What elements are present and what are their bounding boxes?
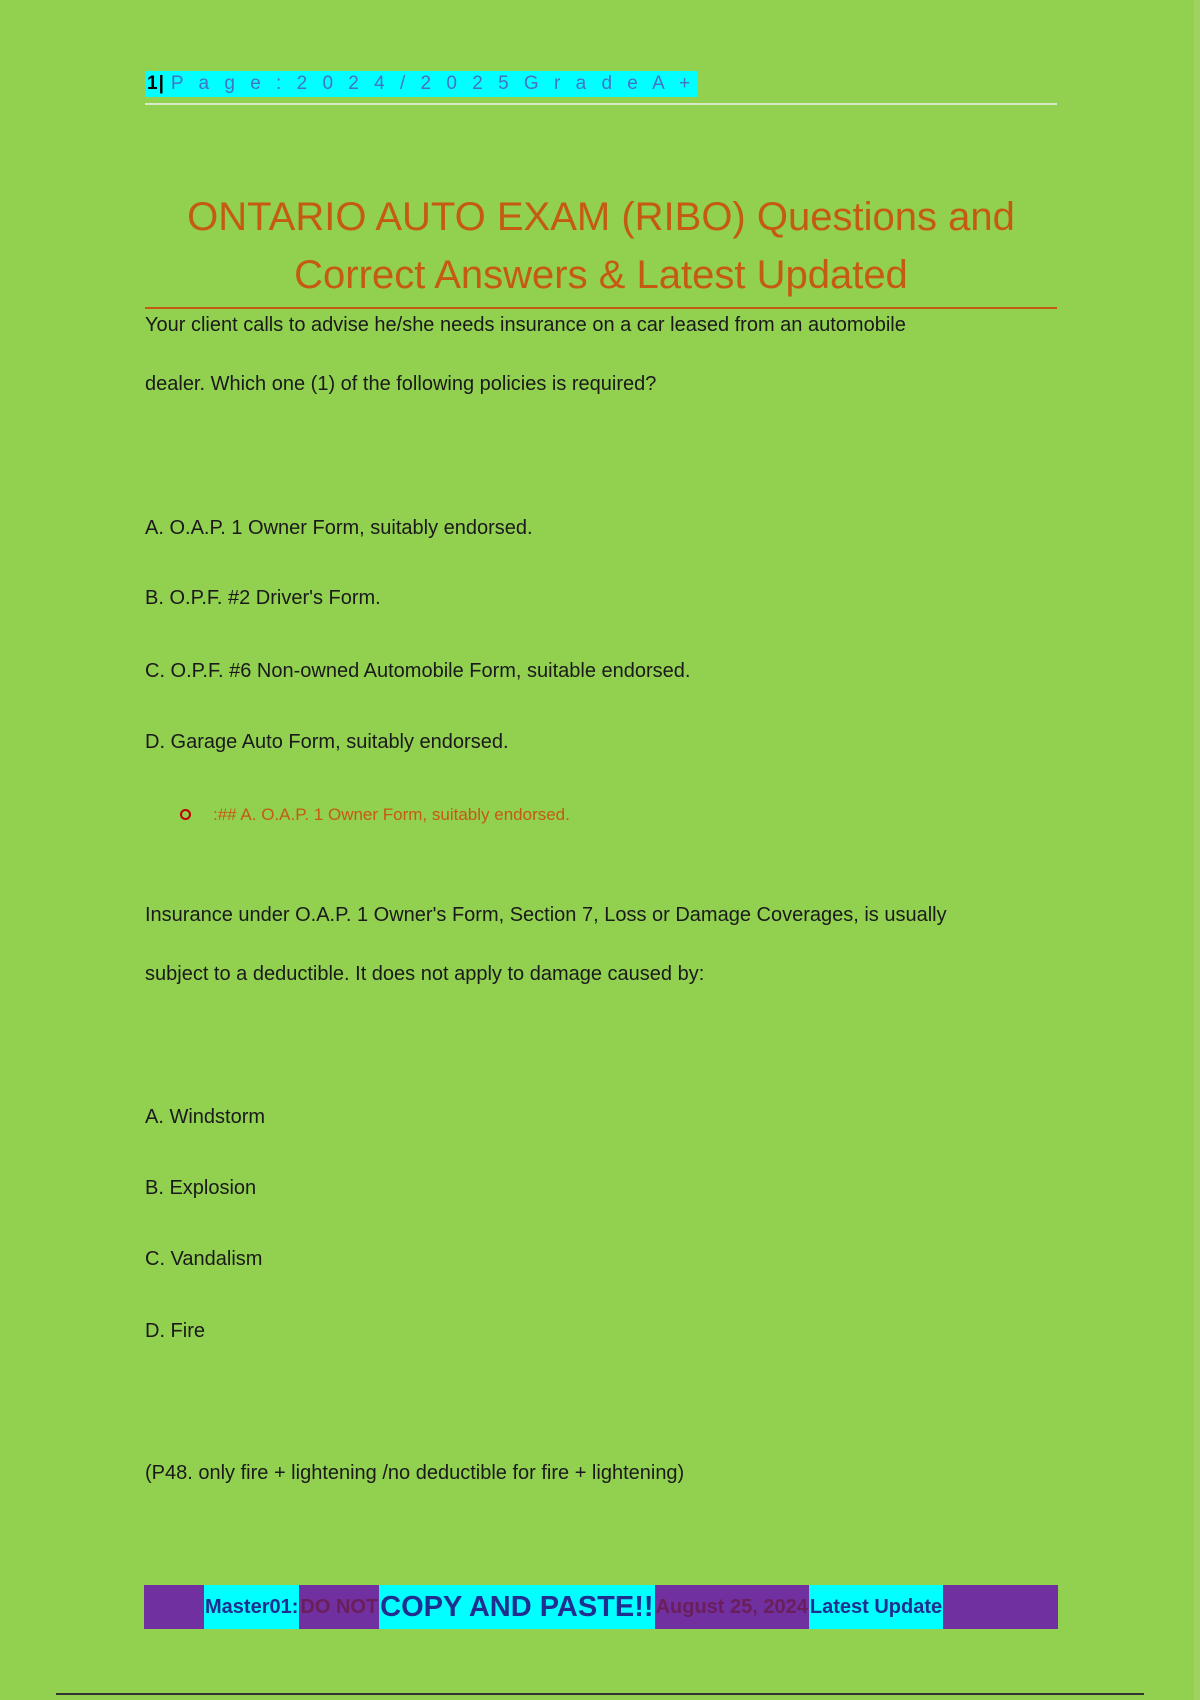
question-2-option-d: D. Fire <box>145 1320 205 1342</box>
footer-copy-warning: COPY AND PASTE!! <box>379 1585 654 1629</box>
question-2-note: (P48. only fire + lightening /no deductible for fire + lightening) <box>145 1462 685 1484</box>
document-title <box>145 188 1057 304</box>
page-header <box>145 71 1057 97</box>
circle-bullet-icon <box>180 809 191 820</box>
question-2-line-2: subject to a deductible. It does not apply to damage caused by: <box>145 963 705 985</box>
question-2-option-a: A. Windstorm <box>145 1106 266 1128</box>
question-1-line-2: dealer. Which one (1) of the following policies is required? <box>145 373 657 395</box>
question-2-option-c: C. Vandalism <box>145 1248 263 1270</box>
footer-master-label: Master01: <box>204 1585 299 1629</box>
question-1-answer-text: :## A. O.A.P. 1 Owner Form, suitably endorsed. <box>213 805 570 824</box>
question-1-answer <box>180 801 570 829</box>
question-1-line-1: Your client calls to advise he/she needs insurance on a car leased from an automobile <box>145 314 906 336</box>
title-line-2: Correct Answers & Latest Updated <box>294 253 908 297</box>
footer-date: August 25, 2024 <box>655 1585 809 1629</box>
title-underline <box>145 307 1057 309</box>
question-2-option-b: B. Explosion <box>145 1177 257 1199</box>
header-divider <box>145 103 1057 105</box>
page-header-text: P a g e : 2 0 2 4 / 2 0 2 5 G r a d e A + <box>170 73 696 94</box>
footer-do-not: DO NOT <box>299 1585 379 1629</box>
page-number: 1 <box>147 73 159 94</box>
question-1-option-a: A. O.A.P. 1 Owner Form, suitably endorsed. <box>145 517 533 539</box>
question-1-option-c: C. O.P.F. #6 Non-owned Automobile Form, suitable endorsed. <box>145 660 691 682</box>
footer-latest-update: Latest Update <box>809 1585 943 1629</box>
page-label <box>145 71 697 97</box>
header-separator: | <box>158 73 165 94</box>
title-line-1: ONTARIO AUTO EXAM (RIBO) Questions and <box>187 195 1015 239</box>
footer-text <box>204 1585 943 1629</box>
footer-banner <box>144 1585 1058 1629</box>
question-1-option-b: B. O.P.F. #2 Driver's Form. <box>145 587 381 609</box>
question-1-option-d: D. Garage Auto Form, suitably endorsed. <box>145 731 509 753</box>
page-bottom-divider <box>56 1693 1144 1695</box>
question-2-line-1: Insurance under O.A.P. 1 Owner's Form, Section 7, Loss or Damage Coverages, is usually <box>145 904 947 926</box>
